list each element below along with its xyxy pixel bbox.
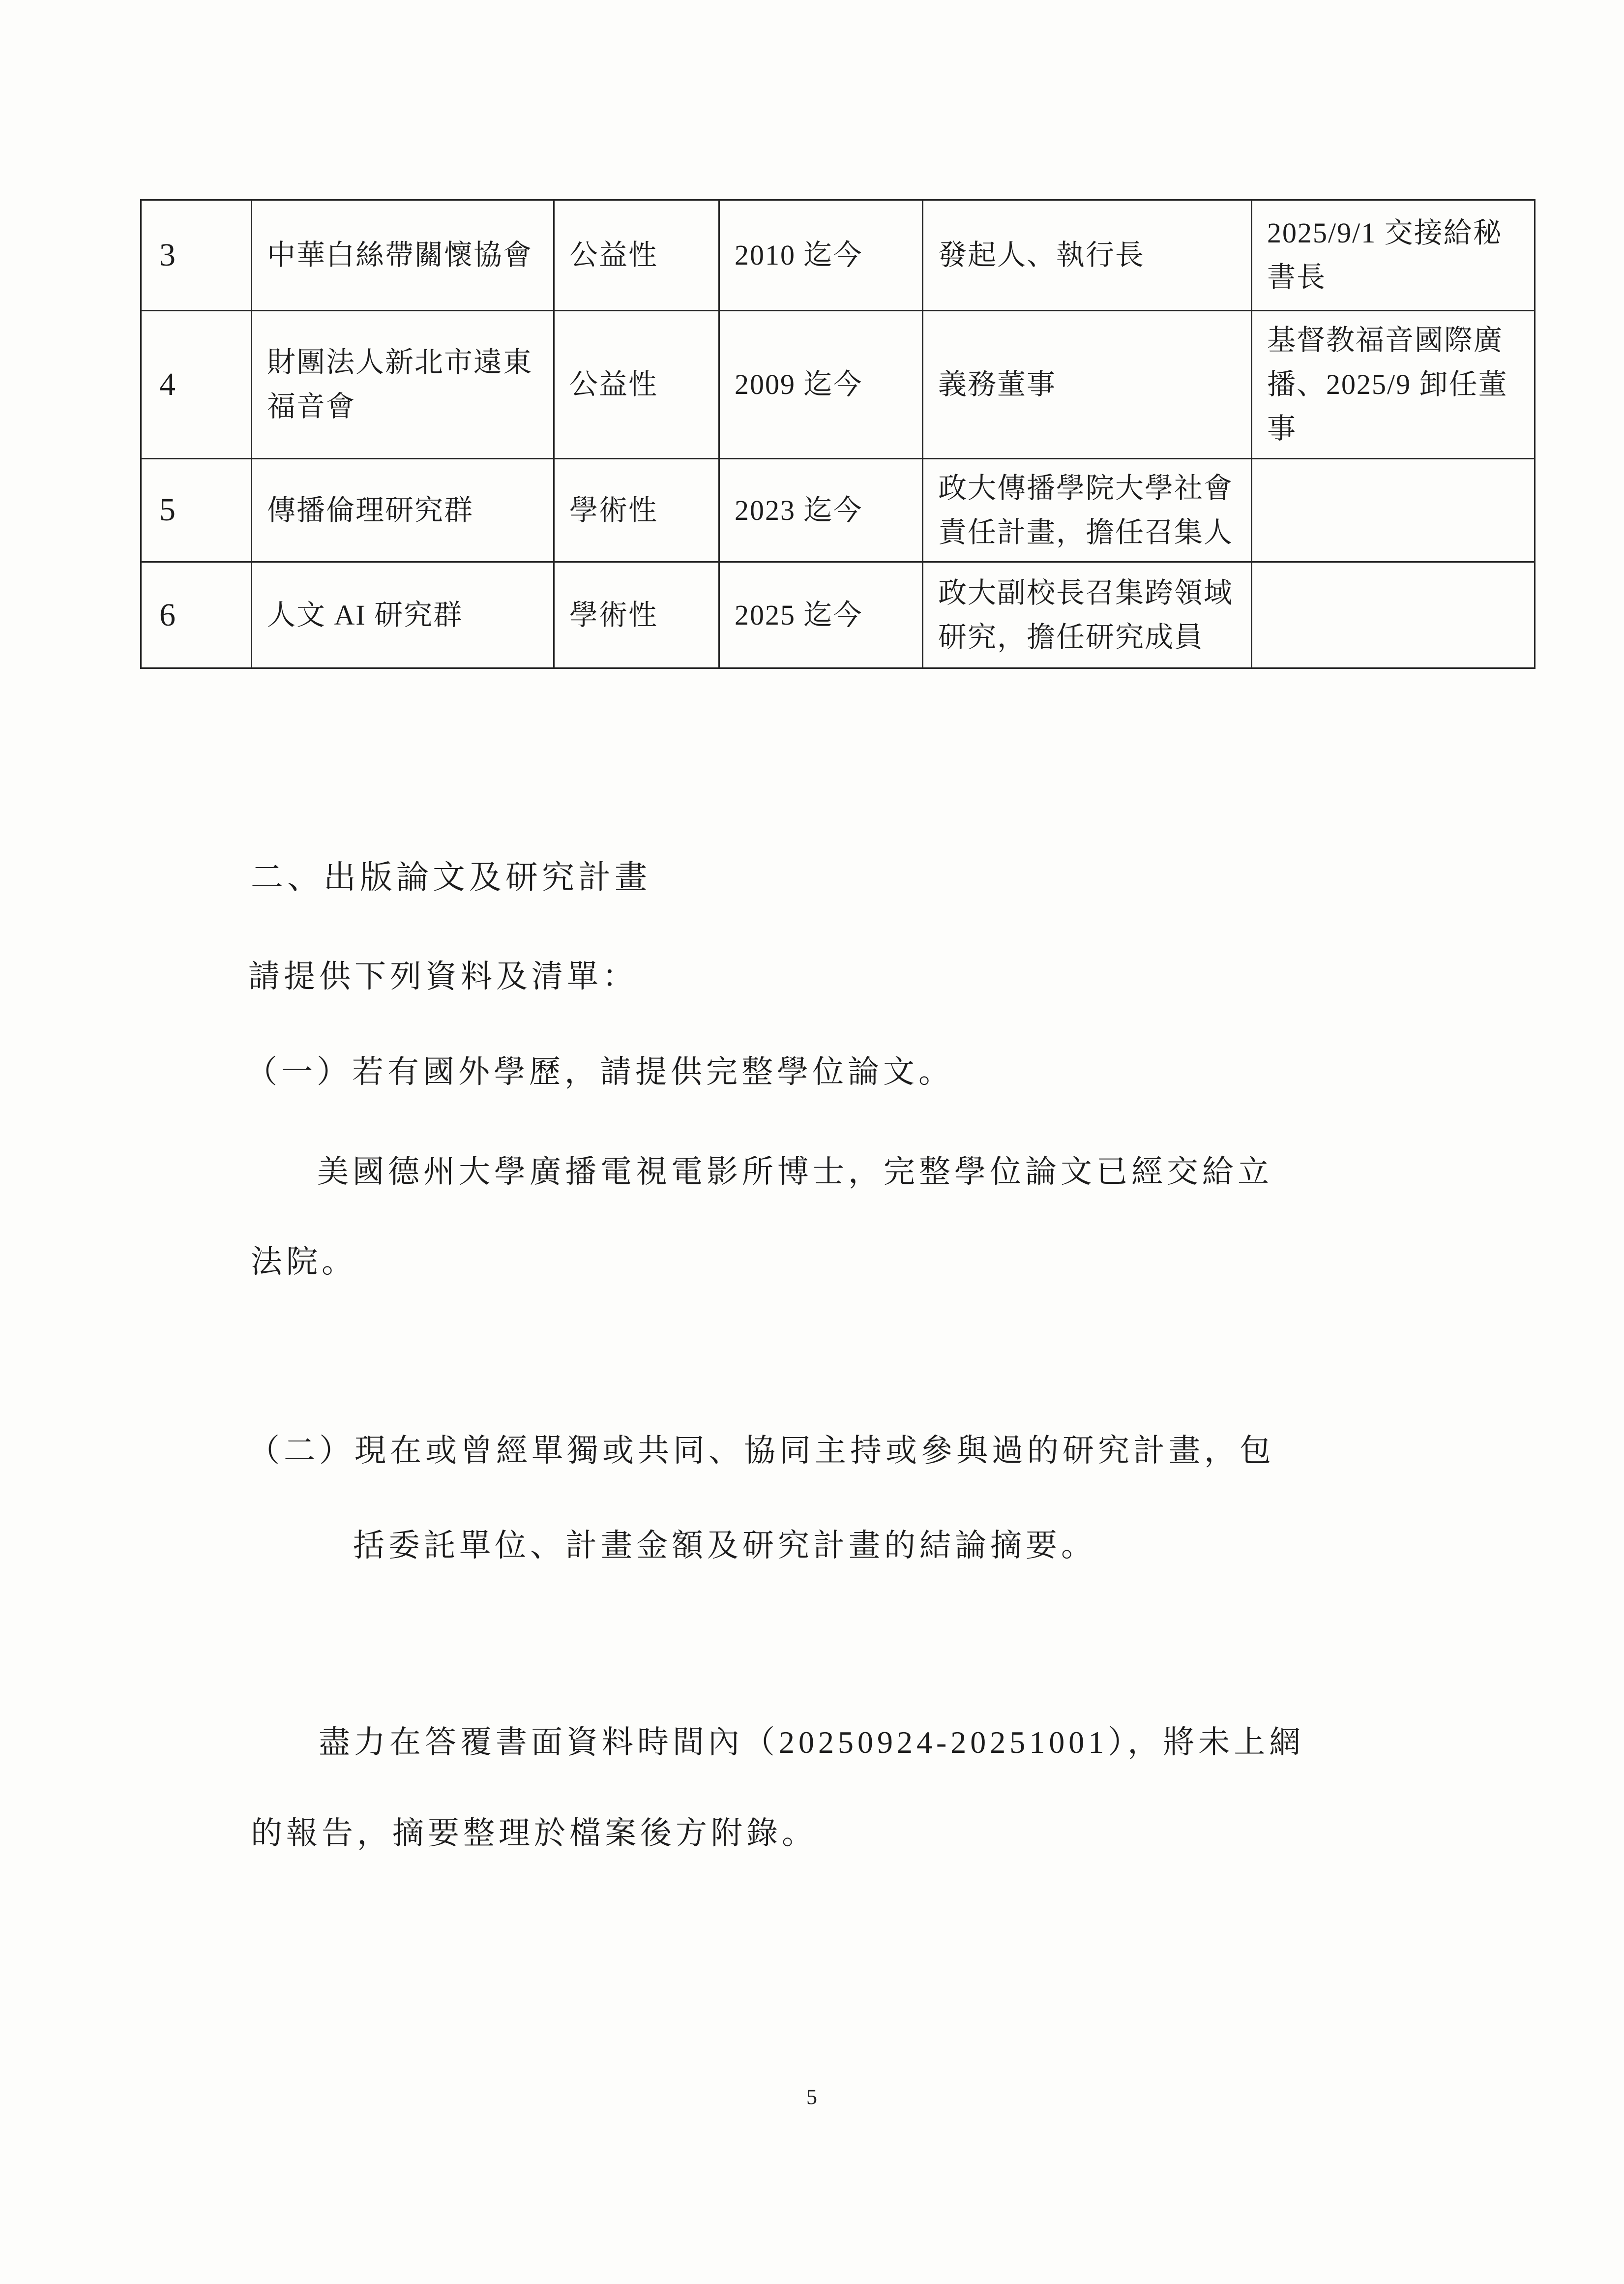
item1-title: （一）若有國外學歷，請提供完整學位論文。: [246, 1054, 954, 1089]
item1-body-line2: 法院。: [251, 1244, 357, 1279]
cell-org-name: 財團法人新北市遠東福音會: [252, 311, 554, 459]
cell-role: 政大傳播學院大學社會責任計畫，擔任召集人: [923, 458, 1252, 562]
cell-row-number: 5: [141, 458, 252, 562]
cell-role: 發起人、執行長: [923, 200, 1252, 311]
cell-role: 義務董事: [923, 311, 1252, 459]
cell-org-type: 公益性: [554, 200, 719, 311]
section-heading: 二、出版論文及研究計畫: [251, 860, 651, 896]
page-number: 5: [806, 2085, 818, 2109]
cell-row-number: 6: [141, 562, 252, 668]
cell-period: 2009 迄今: [719, 311, 923, 459]
cell-role: 政大副校長召集跨領域研究，擔任研究成員: [923, 562, 1252, 668]
cell-note: 基督教福音國際廣播、2025/9 卸任董事: [1252, 311, 1535, 459]
table-row: [141, 562, 1535, 668]
item2-line1: （二）現在或曾經單獨或共同、協同主持或參與過的研究計畫，包: [248, 1433, 1275, 1468]
affiliations-table: [140, 199, 1535, 669]
item1-body-line1: 美國德州大學廣播電視電影所博士，完整學位論文已經交給立: [317, 1154, 1273, 1189]
item2-line2: 括委託單位、計畫金額及研究計畫的結論摘要。: [353, 1528, 1096, 1563]
cell-org-name: 人文 AI 研究群: [252, 562, 554, 668]
cell-org-type: 公益性: [554, 311, 719, 459]
cell-org-type: 學術性: [554, 458, 719, 562]
closing-line2: 的報告，摘要整理於檔案後方附錄。: [251, 1816, 817, 1851]
cell-note: [1252, 562, 1535, 668]
cell-period: 2025 迄今: [719, 562, 923, 668]
cell-row-number: 3: [141, 200, 252, 311]
table-row: [141, 458, 1535, 562]
cell-org-name: 中華白絲帶關懷協會: [252, 200, 554, 311]
table-row: [141, 200, 1535, 311]
cell-period: 2010 迄今: [719, 200, 923, 311]
cell-row-number: 4: [141, 311, 252, 459]
closing-line1: 盡力在答覆書面資料時間內（20250924-20251001），將未上網: [319, 1725, 1305, 1760]
cell-period: 2023 迄今: [719, 458, 923, 562]
cell-note: [1252, 458, 1535, 562]
cell-note: 2025/9/1 交接給秘書長: [1252, 200, 1535, 311]
cell-org-type: 學術性: [554, 562, 719, 668]
section-intro: 請提供下列資料及清單：: [248, 959, 638, 994]
cell-org-name: 傳播倫理研究群: [252, 458, 554, 562]
table-row: [141, 311, 1535, 459]
